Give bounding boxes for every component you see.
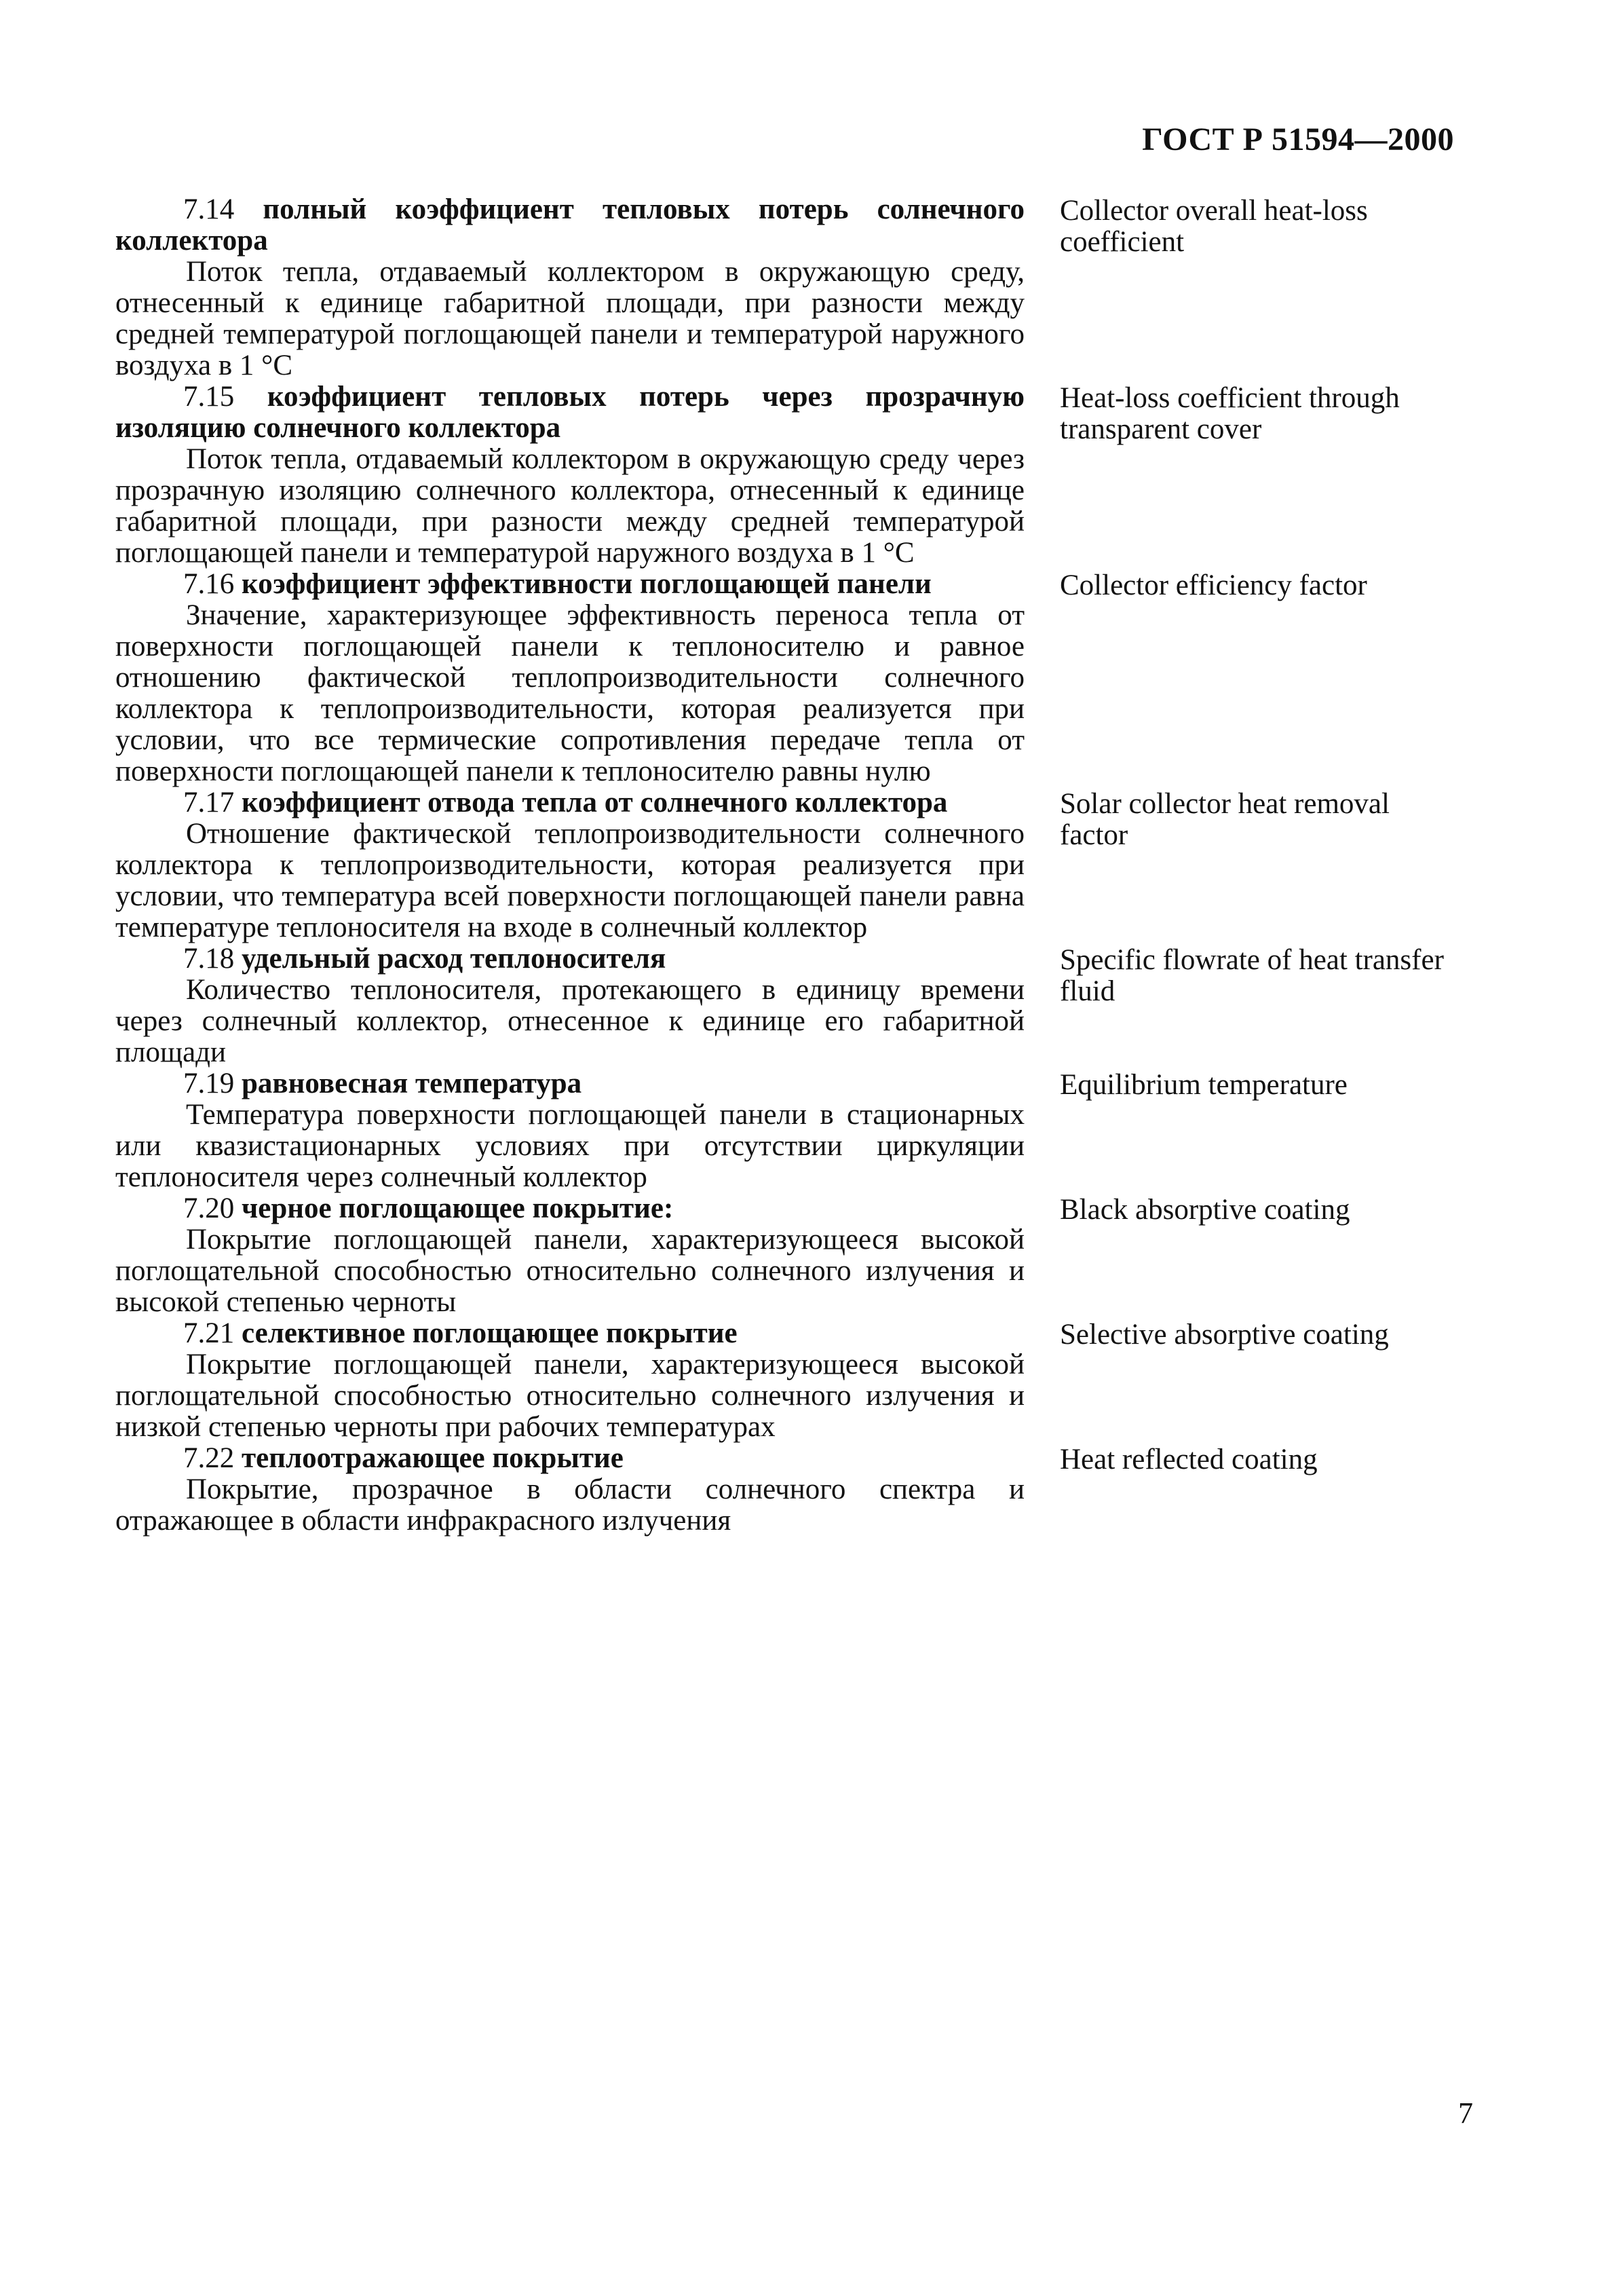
- term-entry-7-19: [115, 1068, 1466, 1193]
- term-number: 7.17: [183, 787, 235, 818]
- term-entry-7-21: [115, 1318, 1466, 1443]
- term-heading: [115, 787, 1025, 818]
- term-title-ru: полный коэффициент тепловых потерь солнечного коллектора: [115, 193, 1025, 257]
- term-definition: Покрытие поглощающей панели, характеризующееся высокой поглощательной способностью относительно солнечного излучения и низкой степенью черноты при рабочих температурах: [115, 1349, 1025, 1443]
- term-number: 7.14: [183, 193, 235, 225]
- term-title-ru: коэффициент тепловых потерь через прозрачную изоляцию солнечного коллектора: [115, 381, 1025, 444]
- term-title-ru: удельный расход теплоносителя: [242, 943, 666, 975]
- term-heading: [115, 194, 1025, 257]
- term-title-en: Collector efficiency factor: [1060, 569, 1367, 601]
- term-heading: [115, 1318, 1025, 1349]
- term-title-en: Heat reflected coating: [1060, 1444, 1318, 1475]
- term-title-ru: теплоотражающее покрытие: [242, 1442, 624, 1474]
- term-number: 7.21: [183, 1317, 235, 1349]
- term-ru-column: [115, 1443, 1025, 1537]
- term-heading: [115, 943, 1025, 975]
- term-definition: Значение, характеризующее эффективность переноса тепла от поверхности поглощающей панели к теплоносителю и равное отношению фактической теплопроизводительности солнечного коллектора к теплопроизводительности, которая реализуется при условии, что все термические сопротивления передаче тепла от поверхности поглощающей панели к теплоносителю равны нулю: [115, 599, 1025, 787]
- term-ru-column: [115, 381, 1025, 569]
- term-entry-7-20: [115, 1193, 1466, 1318]
- term-title-ru: черное поглощающее покрытие:: [242, 1192, 674, 1224]
- term-title-ru: селективное поглощающее покрытие: [242, 1317, 738, 1349]
- term-definition: Отношение фактической теплопроизводительности солнечного коллектора к теплопроизводительности, которая реализуется при условии, что температура всей поверхности поглощающей панели равна температуре теплоносителя на входе в солнечный коллектор: [115, 818, 1025, 943]
- term-ru-column: [115, 1068, 1025, 1193]
- term-number: 7.22: [183, 1442, 235, 1474]
- term-heading: [115, 1193, 1025, 1224]
- term-title-en: Selective absorptive coating: [1060, 1319, 1389, 1351]
- term-number: 7.20: [183, 1192, 235, 1224]
- term-title-en: Specific flowrate of heat transfer fluid: [1060, 944, 1444, 1007]
- term-definition: Покрытие поглощающей панели, характеризующееся высокой поглощательной способностью относительно солнечного излучения и высокой степенью черноты: [115, 1224, 1025, 1318]
- term-heading: [115, 1068, 1025, 1099]
- term-title-en: Heat-loss coefficient through transparent cover: [1060, 382, 1400, 445]
- term-number: 7.16: [183, 568, 235, 600]
- term-entry-7-16: [115, 569, 1466, 787]
- term-heading: [115, 569, 1025, 600]
- term-entry-7-15: [115, 381, 1466, 569]
- term-number: 7.15: [183, 381, 235, 413]
- page-number: 7: [1458, 2096, 1473, 2130]
- term-title-en: Solar collector heat removal factor: [1060, 788, 1390, 851]
- term-title-ru: равновесная температура: [242, 1068, 582, 1099]
- term-definition: Покрытие, прозрачное в области солнечного спектра и отражающее в области инфракрасного излучения: [115, 1473, 1025, 1537]
- term-number: 7.18: [183, 943, 235, 975]
- term-ru-column: [115, 943, 1025, 1068]
- term-title-ru: коэффициент отвода тепла от солнечного коллектора: [242, 787, 948, 818]
- term-entry-7-14: [115, 194, 1466, 381]
- document-header: ГОСТ Р 51594—2000: [1142, 121, 1454, 157]
- term-number: 7.19: [183, 1068, 235, 1099]
- term-heading: [115, 381, 1025, 444]
- term-ru-column: [115, 194, 1025, 381]
- term-ru-column: [115, 787, 1025, 943]
- term-title-ru: коэффициент эффективности поглощающей панели: [242, 568, 932, 600]
- term-entry-7-18: [115, 943, 1466, 1068]
- term-ru-column: [115, 569, 1025, 787]
- term-entry-7-22: [115, 1443, 1466, 1537]
- term-definition: Поток тепла, отдаваемый коллектором в окружающую среду, отнесенный к единице габаритной площади, при разности между средней температурой поглощающей панели и температурой наружного воздуха в 1 °С: [115, 256, 1025, 381]
- term-ru-column: [115, 1318, 1025, 1443]
- terms-list: [115, 194, 1466, 1537]
- term-heading: [115, 1443, 1025, 1474]
- term-ru-column: [115, 1193, 1025, 1318]
- term-entry-7-17: [115, 787, 1466, 943]
- term-definition: Поток тепла, отдаваемый коллектором в окружающую среду через прозрачную изоляцию солнечного коллектора, отнесенный к единице габаритной площади, при разности между средней температурой поглощающей панели и температурой наружного воздуха в 1 °С: [115, 443, 1025, 569]
- term-definition: Количество теплоносителя, протекающего в единицу времени через солнечный коллектор, отнесенное к единице его габаритной площади: [115, 974, 1025, 1068]
- term-title-en: Black absorptive coating: [1060, 1194, 1350, 1226]
- term-definition: Температура поверхности поглощающей панели в стационарных или квазистационарных условиях при отсутствии циркуляции теплоносителя через солнечный коллектор: [115, 1099, 1025, 1193]
- term-title-en: Equilibrium temperature: [1060, 1069, 1348, 1101]
- term-title-en: Collector overall heat-loss coefficient: [1060, 195, 1368, 258]
